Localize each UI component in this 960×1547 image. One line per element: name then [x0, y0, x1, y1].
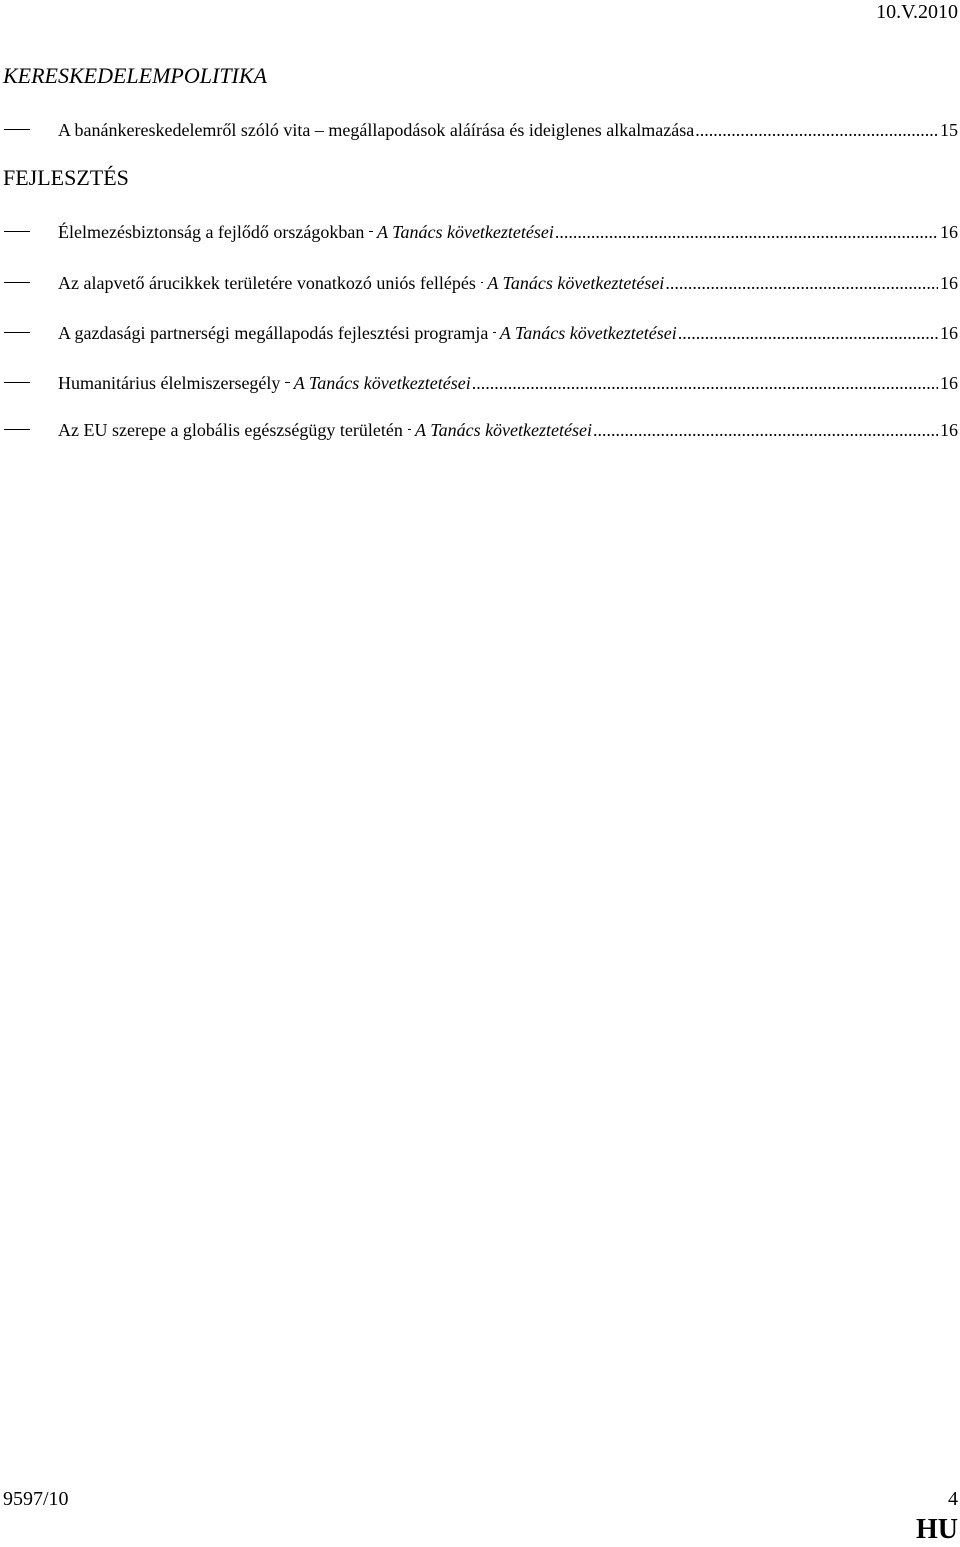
bullet-dash-icon [4, 129, 30, 130]
toc-entry-subtitle: A Tanács következtetései [415, 420, 592, 440]
header-date: 10.V.2010 [876, 1, 958, 23]
toc-entry[interactable] [0, 271, 958, 295]
toc-entry-page: 15 [940, 120, 958, 140]
bullet-dash-icon [4, 231, 30, 232]
toc-entry-page: 16 [940, 222, 958, 242]
toc-entry[interactable] [0, 371, 958, 395]
toc-entry-page: 16 [940, 420, 958, 440]
section-title-kereskedelempolitika: KERESKEDELEMPOLITIKA [3, 63, 267, 88]
toc-entry-title: Az EU szerepe a globális egészségügy területén [58, 420, 403, 440]
separator-dash-icon [408, 429, 411, 430]
bullet-dash-icon [4, 382, 30, 383]
toc-leader-dots [593, 418, 938, 442]
toc-entry-title: Élelmezésbiztonság a fejlődő országokban [58, 222, 365, 242]
toc-entry-title: A banánkereskedelemről szóló vita – megállapodások aláírása és ideiglenes alkalmazása [58, 120, 695, 140]
bullet-dash-icon [4, 332, 30, 333]
separator-dash-icon [369, 231, 373, 232]
toc-leader-dots [472, 371, 938, 395]
toc-entry[interactable] [0, 418, 958, 442]
separator-dash-icon [493, 332, 495, 333]
toc-entry[interactable] [0, 118, 958, 142]
toc-entry-subtitle: A Tanács következtetései [487, 273, 665, 293]
toc-entry-page: 16 [940, 323, 958, 343]
toc-entry-title: Az alapvető árucikkek területére vonatkozó uniós fellépés [58, 273, 476, 293]
footer-page-number: 4 [948, 1488, 958, 1510]
footer-language-code: HU [916, 1514, 958, 1545]
toc-leader-dots [665, 271, 938, 295]
toc-leader-dots [695, 118, 938, 142]
separator-dash-icon [481, 282, 484, 283]
footer-doc-number: 9597/10 [3, 1488, 69, 1510]
bullet-dash-icon [4, 429, 30, 430]
section-title-fejlesztes: FEJLESZTÉS [3, 165, 129, 190]
toc-entry[interactable] [0, 321, 958, 345]
toc-entry-title: Humanitárius élelmiszersegély [58, 373, 281, 393]
toc-entry-subtitle: A Tanács következtetései [499, 323, 677, 343]
toc-entry-title: A gazdasági partnerségi megállapodás fejlesztési programja [58, 323, 489, 343]
toc-entry-page: 16 [940, 373, 958, 393]
toc-entry-subtitle: A Tanács következtetései [376, 222, 554, 242]
separator-dash-icon [285, 382, 289, 383]
toc-entry[interactable] [0, 220, 958, 244]
toc-leader-dots [678, 321, 938, 345]
toc-entry-page: 16 [940, 273, 958, 293]
bullet-dash-icon [4, 282, 30, 283]
toc-leader-dots [555, 220, 938, 244]
toc-entry-subtitle: A Tanács következtetései [293, 373, 471, 393]
